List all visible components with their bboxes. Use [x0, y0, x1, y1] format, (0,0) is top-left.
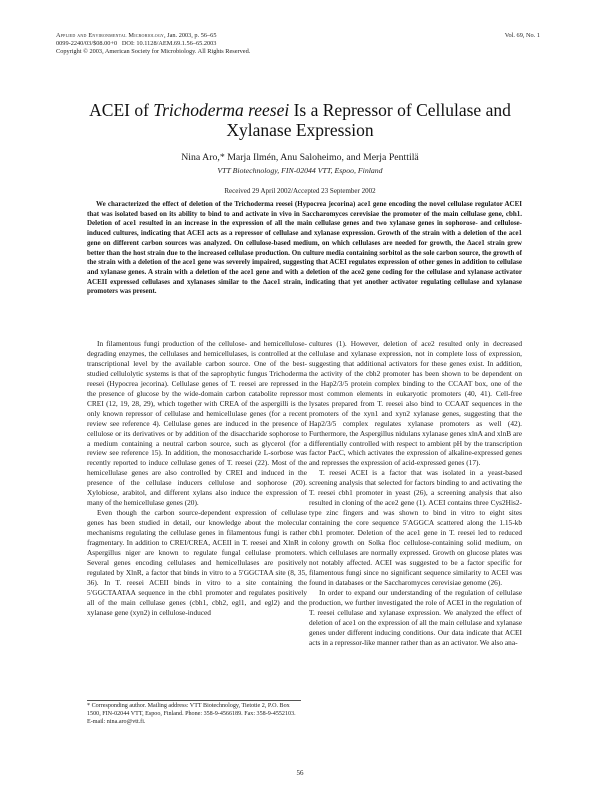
received-dates: Received 29 April 2002/Accepted 23 September 2002: [224, 187, 376, 195]
body-paragraph: T. reesei ACEI is a factor that was isolated in a yeast-based screening analysis that selected for factors binding to and activating the T. reesei cbh1 promoter in yeast (26), a screening analysis that also resulted in cloning of the ace2 gene (1). ACEI contains three Cys2His2-type zinc fingers and was shown to bind in vitro to eight sites containing the core sequence 5′AGGCA scattered along the 1.15-kb cbh1 promoter. Deletion of the ace1 gene in T. reesei led to reduced colony growth on Solka floc cellulose-containing solid medium, on which cellulases are normally expressed. Growth on glucose plates was not notably affected. ACEI was suggested to be a factor specific for filamentous fungi since no significant sequence similarity to ACEI was found in databases or the Saccharomyces cerevisiae genome (26).: [309, 468, 522, 587]
body-paragraph: In order to expand our understanding of the regulation of cellulase production, we further investigated the role of ACEI in the regulation of T. reesei cellulase and xylanase expression. We analyzed the effect of deletion of ace1 on the expression of all the main cellulase and xylanase genes under different inducing conditions. Our data indicate that ACEI acts in a repressor-like manner rather than as an activator. We also ana-: [309, 587, 522, 647]
affiliation: VTT Biotechnology, FIN-02044 VTT, Espoo, Finland: [217, 166, 383, 175]
body-column-right: [309, 339, 522, 648]
copyright: Copyright © 2003, American Society for Microbiology. All Rights Reserved.: [56, 48, 251, 55]
body-paragraph: In filamentous fungi production of the cellulose- and hemicellulose-degrading enzymes, the cellulases and hemicellulases, is controlled at the transcriptional level by the available carbon source. One of the best-studied cellulolytic systems is that of the saprophytic fungus Trichoderma reesei (Hypocrea jecorina). Cellulase genes of T. reesei are repressed in the presence of glucose by the wide-domain carbon catabolite repressor CREI (12, 19, 28, 29), which together with CREA of the aspergilli is the only known repressor of cellulase and hemicellulase genes (for a recent review see reference 4). Cellulase genes are induced in the presence of cellulose or its derivatives or by addition of the disaccharide sophorose to a medium containing a neutral carbon source, such as glycerol (for a review see reference 15). In addition, the monosaccharide L-sorbose was recently reported to induce cellulase genes of T. reesei (22). Most of the hemicellulase genes are also controlled by CREI and induced in the presence of the cellulase inducers cellulose and sophorose (20). Xylobiose, arabitol, and different xylans also induce the expression of many of the hemicellulase genes (20).: [87, 339, 307, 508]
corresponding-author-footnote: * Corresponding author. Mailing address: VTT Biotechnology, Tietotie 2, P.O. Box 1500, FIN-02044 VTT, Espoo, Finland. Phone: 358-9-4566189. Fax: 358-9-4552103. E-mail: nina.aro@vtt.fi.: [87, 700, 301, 726]
issn: 0099-2240/03/$08.00+0: [56, 40, 118, 47]
body-column-left: [87, 339, 307, 618]
paper-title: ACEI of Trichoderma reesei Is a Repressor of Cellulase and Xylanase Expression: [0, 100, 600, 140]
issue-date: , Jan. 2003, p. 56–65: [164, 32, 217, 39]
journal-name: Applied and Environmental Microbiology: [56, 32, 164, 39]
authors: Nina Aro,* Marja Ilmén, Anu Saloheimo, and Merja Penttilä: [181, 152, 419, 163]
title-organism: Trichoderma reesei: [153, 100, 290, 120]
doi: DOI: 10.1128/AEM.69.1.56–65.2003: [121, 40, 217, 47]
body-paragraph: Even though the carbon source-dependent expression of cellulase genes has been studied in detail, our knowledge about the molecular mechanisms regulating the cellulase genes in filamentous fungi is rather fragmentary. In addition to CREI/CREA, ACEII in T. reesei and XlnR in Aspergillus niger are known to regulate fungal cellulase promoters. Several genes encoding cellulases and hemicellulases are positively regulated by XlnR, a factor that binds in vitro to a 5′GGCTAA site (8, 35, 36). In T. reesei ACEII binds in vitro to a site containing the 5′GGCTAATAA sequence in the cbh1 promoter and regulates positively all of the main cellulase genes (cbh1, cbh2, egl1, and egl2) and the xylanase gene (xyn2) in cellulose-induced: [87, 508, 307, 617]
volume-info: Vol. 69, No. 1: [504, 32, 540, 39]
title-line-2: Xylanase Expression: [226, 120, 374, 140]
body-paragraph: cultures (1). However, deletion of ace2 resulted only in decreased cellulase and xylanase expression, not in complete loss of expression, suggesting that additional activators for these genes exist. In addition, the activity of the cbh2 promoter has been shown to be dependent on the Hap2/3/5 protein complex binding to the CCAAT box, one of the most common elements in eukaryotic promoters (40, 41). Cell-free lysates prepared from T. reesei also bind to CCAAT sequences in the promoters of the xyn1 and xyn2 xylanase genes, suggesting that the Hap2/3/5 complex regulates xylanase promoters as well (42). Furthermore, the Aspergillus nidulans xylanase genes xlnA and xlnB are differentially controlled with respect to ambient pH by the transcription factor PacC, which activates the expression of alkaline-expressed genes and represses the expression of acid-expressed genes (17).: [309, 339, 522, 468]
running-header: [56, 32, 250, 56]
abstract: We characterized the effect of deletion of the Trichoderma reesei (Hypocrea jecorina) ace1 gene encoding the novel cellulase regulator ACEI that was isolated based on its ability to bind to and activate in vivo in Saccharomyces cerevisiae the promoter of the main cellulase gene, cbh1. Deletion of ace1 resulted in an increase in the expression of all the main cellulase genes and two xylanase genes in sophorose- and cellulose-induced cultures, indicating that ACEI acts as a repressor of cellulase and xylanase expression. Growth of the strain with a deletion of the ace1 gene on different carbon sources was analyzed. On cellulose-based medium, on which cellulases are needed for growth, the Δace1 strain grew better than the host strain due to the increased cellulase production. On culture media containing sorbitol as the sole carbon source, the growth of the strain with a deletion of the ace1 gene was severely impaired, suggesting that ACEI regulates expression of other genes in addition to cellulase and xylanase genes. A strain with a deletion of the ace1 gene and with a deletion of the ace2 gene coding for the cellulase and xylanase activator ACEII expressed cellulases and xylanases similar to the Δace1 strain, indicating that yet another activator regulating cellulase and xylanase promoters was present.: [87, 200, 522, 296]
page-number: 56: [296, 769, 304, 777]
